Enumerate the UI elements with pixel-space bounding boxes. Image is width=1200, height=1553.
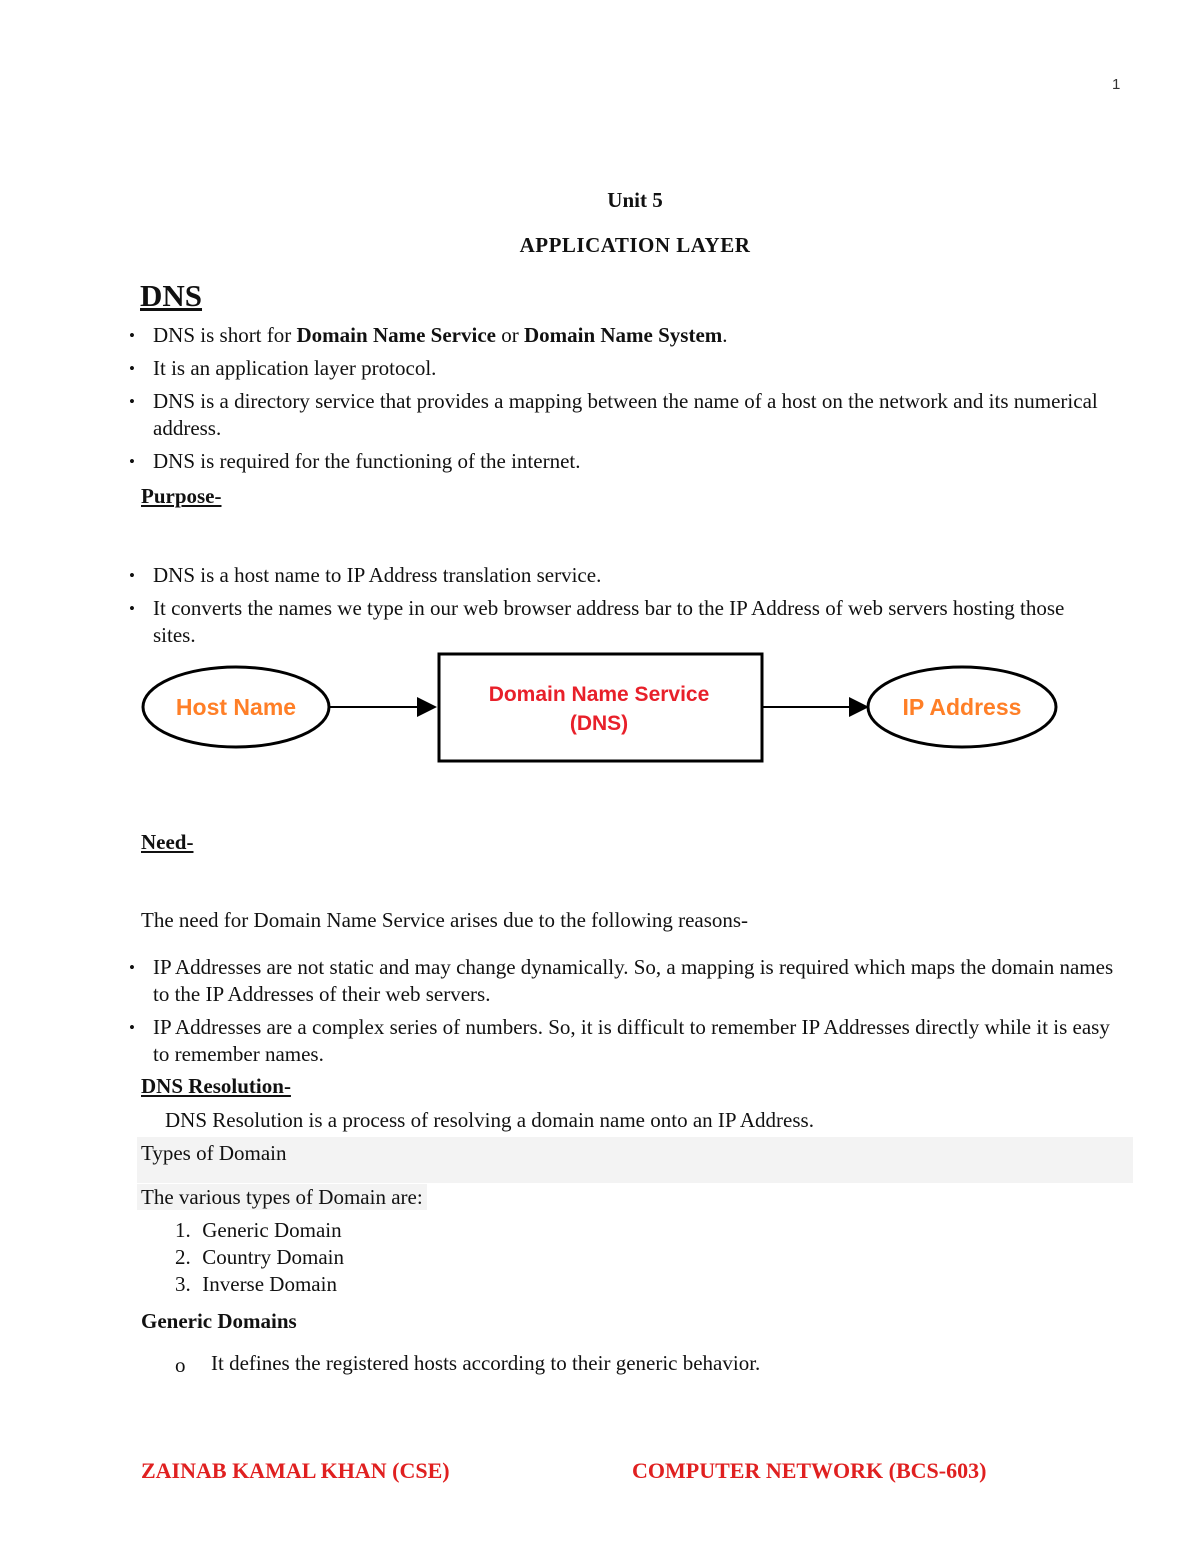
page-number: 1 <box>1112 76 1121 93</box>
need-heading: Need- <box>141 830 194 854</box>
need-intro: The need for Domain Name Service arises due to the following reasons- <box>141 908 749 932</box>
generic-bullet-mark: o <box>175 1353 186 1377</box>
list-item: • DNS is required for the functioning of the internet. <box>129 448 1139 475</box>
types-heading: Types of Domain <box>137 1137 1133 1183</box>
page-title: APPLICATION LAYER <box>519 233 751 257</box>
list-item: • DNS is short for Domain Name Service or Domain Name System. <box>129 322 1139 349</box>
dns-resolution-heading: DNS Resolution- <box>141 1074 291 1098</box>
footer-author: ZAINAB KAMAL KHAN (CSE) <box>141 1458 450 1483</box>
footer-course: COMPUTER NETWORK (BCS-603) <box>632 1458 987 1483</box>
need-bullet-list <box>129 954 1119 1074</box>
dns-diagram <box>130 645 1070 770</box>
list-item: • It converts the names we type in our web browser address bar to the IP Address of web servers hosting those sites. <box>129 595 1089 649</box>
list-item: 2. Country Domain <box>175 1245 344 1269</box>
dns-box <box>439 654 762 761</box>
dns-box-label-line2: (DNS) <box>569 712 629 735</box>
list-item: • IP Addresses are not static and may change dynamically. So, a mapping is required which maps the domain names to the IP Addresses of their web servers. <box>129 954 1119 1008</box>
types-intro: The various types of Domain are: <box>137 1184 427 1210</box>
domain-types-list <box>175 1217 344 1298</box>
list-item: • DNS is a directory service that provides a mapping between the name of a host on the network and its numerical address. <box>129 388 1139 442</box>
dns-resolution-text: DNS Resolution is a process of resolving a domain name onto an IP Address. <box>165 1108 814 1132</box>
purpose-heading: Purpose- <box>141 484 222 508</box>
ip-address-label: IP Address <box>902 694 1022 720</box>
dns-heading: DNS <box>140 278 203 313</box>
generic-bullet-text: It defines the registered hosts according to their generic behavior. <box>211 1351 761 1375</box>
dns-bullet-list <box>129 322 1139 481</box>
unit-title: Unit 5 <box>607 188 663 212</box>
generic-domains-heading: Generic Domains <box>141 1309 297 1333</box>
purpose-bullet-list <box>129 562 1089 655</box>
list-item: • IP Addresses are a complex series of numbers. So, it is difficult to remember IP Addresses directly while it is easy to remember names. <box>129 1014 1119 1068</box>
list-item: • It is an application layer protocol. <box>129 355 1139 382</box>
list-item: 3. Inverse Domain <box>175 1272 337 1296</box>
list-item: 1. Generic Domain <box>175 1218 342 1242</box>
dns-box-label-line1: Domain Name Service <box>488 683 710 706</box>
list-item: • DNS is a host name to IP Address translation service. <box>129 562 1089 589</box>
host-name-label: Host Name <box>175 694 297 720</box>
